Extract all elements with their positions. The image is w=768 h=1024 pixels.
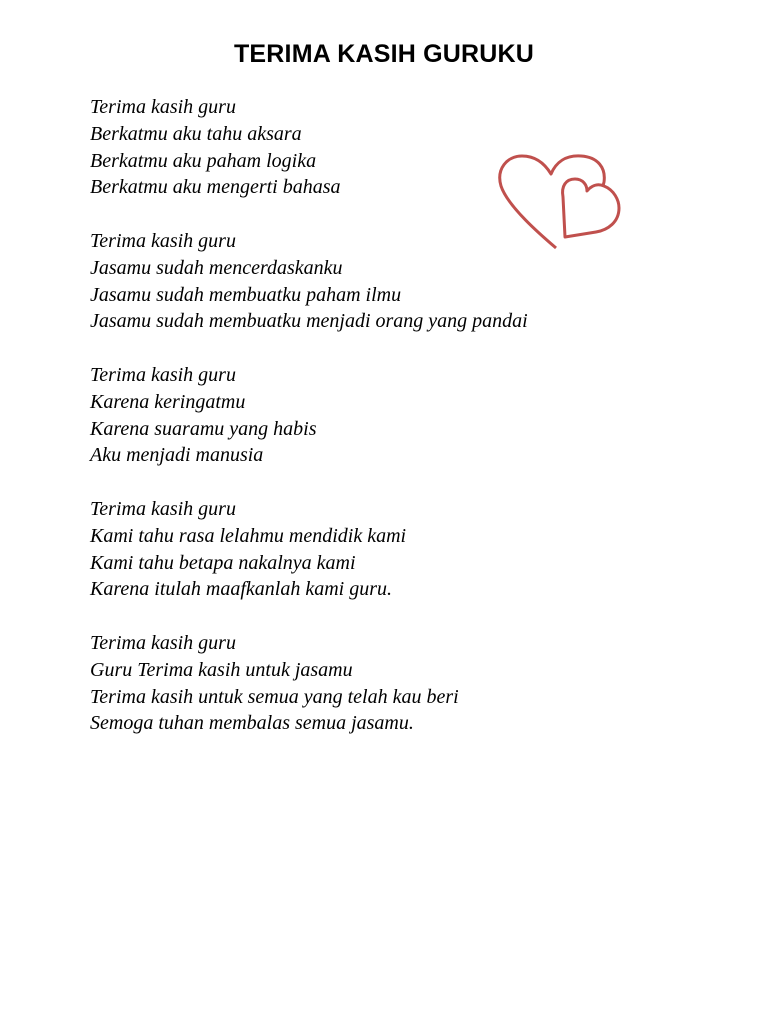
poem-line: Karena keringatmu <box>90 390 246 413</box>
stanza-5 <box>90 630 690 737</box>
stanza-4 <box>90 496 690 603</box>
poem-line: Berkatmu aku tahu aksara <box>90 122 302 145</box>
poem-title: TERIMA KASIH GURUKU <box>233 40 535 68</box>
poem-line: Terima kasih guru <box>90 497 236 520</box>
poem-line: Jasamu sudah mencerdaskanku <box>90 256 343 279</box>
poem-line: Berkatmu aku mengerti bahasa <box>90 176 341 199</box>
poem-line: Terima kasih guru <box>90 631 236 654</box>
poem-line: Terima kasih guru <box>90 363 236 386</box>
poem-line: Guru Terima kasih untuk jasamu <box>90 658 353 681</box>
poem-line: Terima kasih guru <box>90 96 236 118</box>
poem-line: Karena itulah maafkanlah kami guru. <box>90 578 393 601</box>
poem-line: Jasamu sudah membuatku menjadi orang yang pandai <box>90 310 528 333</box>
poem-line: Kami tahu betapa nakalnya kami <box>90 551 356 574</box>
poem-line: Terima kasih untuk semua yang telah kau beri <box>90 685 459 708</box>
double-heart-outline-icon <box>498 152 624 252</box>
stanza-3 <box>90 362 690 469</box>
poem-line: Terima kasih guru <box>90 229 236 252</box>
poem-line: Kami tahu rasa lelahmu mendidik kami <box>90 524 407 547</box>
poem-line: Karena suaramu yang habis <box>90 417 317 440</box>
poem-line: Berkatmu aku paham logika <box>90 149 317 172</box>
poem-line: Semoga tuhan membalas semua jasamu. <box>90 712 414 735</box>
small-heart-icon <box>563 179 619 237</box>
poem-line: Aku menjadi manusia <box>90 444 264 467</box>
poem-line: Jasamu sudah membuatku paham ilmu <box>90 283 402 306</box>
